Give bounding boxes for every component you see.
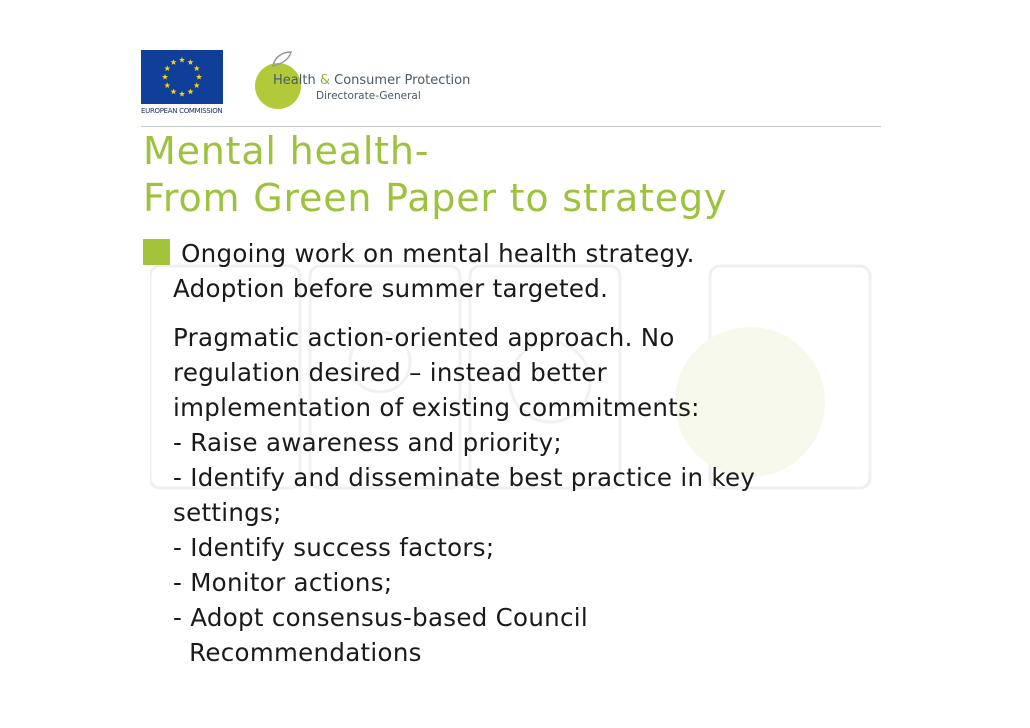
paragraph-2-line-10: Recommendations (173, 638, 422, 667)
dg-name-part1: Health (273, 73, 316, 88)
paragraph-1-line-1: Ongoing work on mental health strategy. (173, 239, 695, 268)
paragraph-2 (173, 320, 755, 670)
paragraph-2-line-2: regulation desired – instead better (173, 358, 608, 387)
paragraph-2-line-4: - Raise awareness and priority; (173, 428, 562, 457)
bullet-square-icon (143, 239, 170, 265)
slide-title (143, 128, 727, 222)
paragraph-1-line-2: Adoption before summer targeted. (173, 274, 609, 303)
dg-name-part2: Consumer Protection (334, 73, 471, 88)
dg-subtitle: Directorate-General (316, 90, 421, 102)
eu-caption: EUROPEAN COMMISSION (141, 107, 223, 115)
paragraph-2-line-1: Pragmatic action-oriented approach. No (173, 323, 675, 352)
slide-title-line-1: Mental health- (143, 129, 430, 173)
paragraph-2-line-5: - Identify and disseminate best practice in key (173, 463, 756, 492)
paragraph-2-line-3: implementation of existing commitments: (173, 393, 700, 422)
dg-name-amp: & (319, 73, 330, 88)
eu-flag-icon (141, 50, 223, 104)
paragraph-2-line-7: - Identify success factors; (173, 533, 495, 562)
dg-name (273, 73, 470, 88)
paragraph-1 (173, 236, 695, 306)
paragraph-2-line-6: settings; (173, 498, 282, 527)
paragraph-2-line-8: - Monitor actions; (173, 568, 393, 597)
european-commission-logo (141, 50, 223, 118)
paragraph-2-line-9: - Adopt consensus-based Council (173, 603, 588, 632)
leaf-icon (271, 50, 293, 68)
slide-title-line-2: From Green Paper to strategy (143, 176, 728, 220)
dg-health-consumer-logo (255, 50, 485, 110)
header-divider (141, 126, 881, 127)
